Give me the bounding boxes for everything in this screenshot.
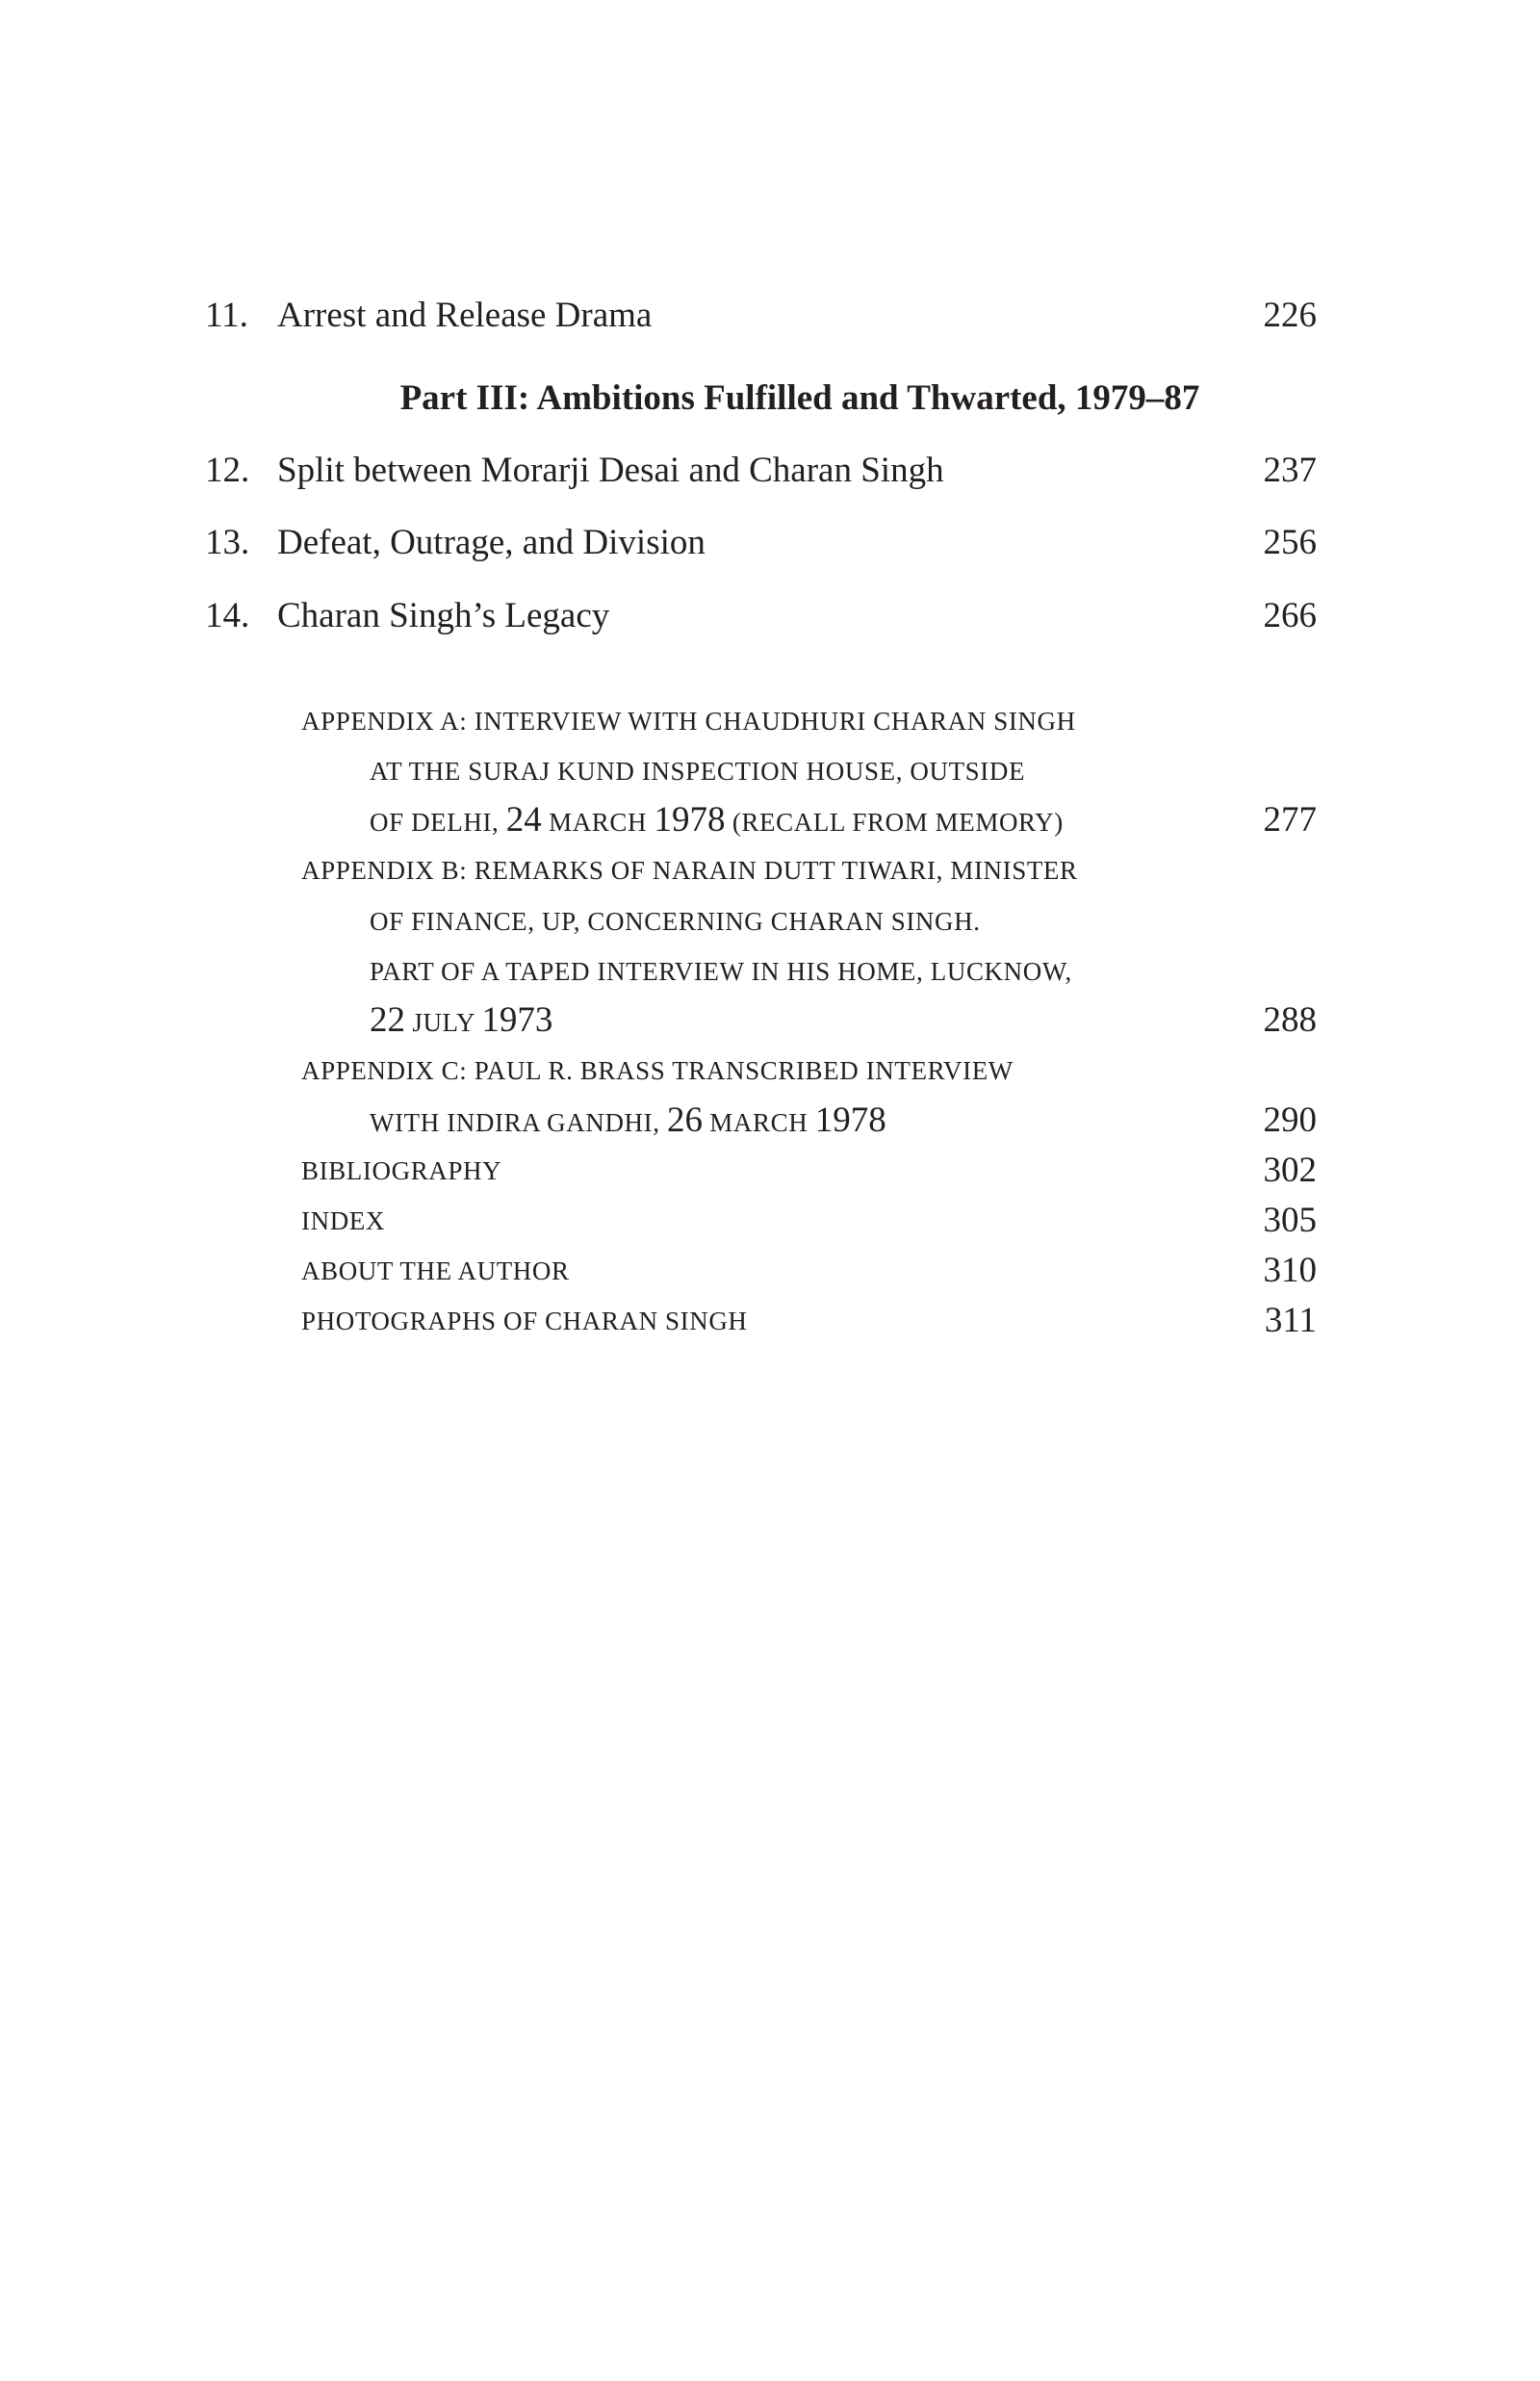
page-number: 290: [1263, 1100, 1317, 1140]
page-number: 288: [1263, 1000, 1317, 1040]
page-number: 277: [1263, 800, 1317, 840]
chapter-number: 13.: [205, 523, 250, 562]
toc-entry-chapter-13: [0, 514, 1540, 572]
appendix-b-line-2: OF FINANCE, UP, CONCERNING CHARAN SINGH.: [370, 907, 981, 936]
back-matter-label: PHOTOGRAPHS OF CHARAN SINGH: [301, 1307, 748, 1335]
appendix-a-line-1: APPENDIX A: INTERVIEW WITH CHAUDHURI CHARAN SINGH: [301, 707, 1076, 736]
chapter-number: 11.: [205, 296, 248, 335]
chapter-number: 14.: [205, 596, 250, 635]
part-heading: Part III: Ambitions Fulfilled and Thwarted, 1979–87: [399, 378, 1200, 418]
back-matter-label: INDEX: [301, 1206, 385, 1235]
appendix-b-line-1: APPENDIX B: REMARKS OF NARAIN DUTT TIWARI, MINISTER: [301, 856, 1078, 885]
page-number: 256: [1263, 523, 1317, 562]
appendix-c-line-2: WITH INDIRA GANDHI, 26 MARCH 1978: [370, 1100, 886, 1140]
page-number: 305: [1263, 1201, 1317, 1240]
chapter-number: 12.: [205, 451, 250, 490]
chapter-title: Defeat, Outrage, and Division: [277, 523, 706, 562]
page-number: 266: [1263, 596, 1317, 635]
appendix-c-line-1: APPENDIX C: PAUL R. BRASS TRANSCRIBED INTERVIEW: [301, 1056, 1014, 1085]
chapter-title: Charan Singh’s Legacy: [277, 596, 610, 635]
page-number: 237: [1263, 451, 1317, 490]
appendix-b-line-3: PART OF A TAPED INTERVIEW IN HIS HOME, LUCKNOW,: [370, 957, 1072, 986]
toc-entry-chapter-12: [0, 442, 1540, 500]
page-number: 226: [1263, 296, 1317, 335]
chapter-title: Arrest and Release Drama: [277, 296, 653, 335]
chapter-title: Split between Morarji Desai and Charan Singh: [277, 451, 944, 490]
back-matter-label: BIBLIOGRAPHY: [301, 1156, 502, 1185]
toc-entry-chapter-11: [0, 287, 1540, 345]
page-number: 310: [1263, 1251, 1317, 1290]
back-matter-label: ABOUT THE AUTHOR: [301, 1256, 570, 1285]
appendix-a-line-2: AT THE SURAJ KUND INSPECTION HOUSE, OUTSIDE: [370, 757, 1026, 786]
page-number: 311: [1264, 1301, 1317, 1340]
page-number: 302: [1263, 1151, 1317, 1190]
toc-entry-chapter-14: [0, 587, 1540, 645]
appendix-a-line-3: OF DELHI, 24 MARCH 1978 (RECALL FROM MEMORY): [370, 800, 1064, 840]
appendix-b-line-4: 22 JULY 1973: [370, 1000, 553, 1040]
